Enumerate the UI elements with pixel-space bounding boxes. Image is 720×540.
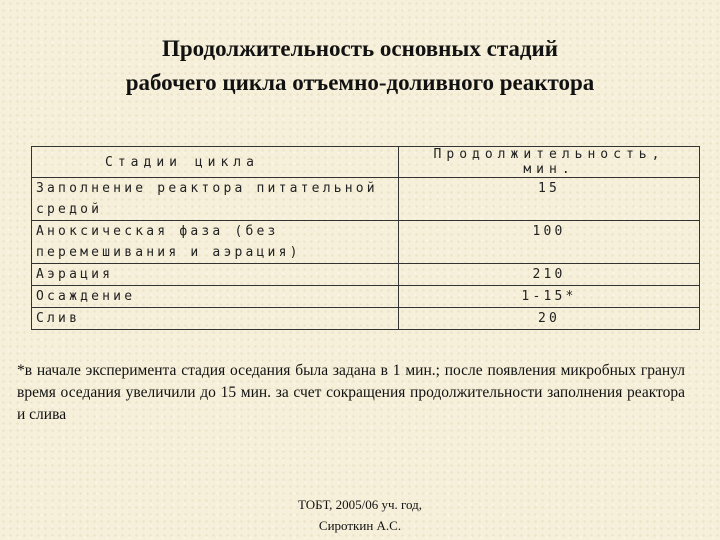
duration-cell: 100 <box>399 221 700 264</box>
header-stage: Стадии цикла <box>32 147 399 178</box>
header-duration: Продолжительность, мин. <box>399 147 700 178</box>
table-row <box>32 286 700 308</box>
stage-cell: Слив <box>32 308 399 330</box>
stage-cell: Осаждение <box>32 286 399 308</box>
table-row <box>32 264 700 286</box>
table-row <box>32 178 700 221</box>
slide-title <box>0 32 720 100</box>
stage-cell: Заполнение реактора питательной средой <box>32 178 399 221</box>
title-line-1: Продолжительность основных стадий <box>161 36 559 61</box>
stage-cell: Аноксическая фаза (без перемешивания и аэрация) <box>32 221 399 264</box>
stages-table <box>31 146 700 330</box>
table-row <box>32 308 700 330</box>
duration-cell: 210 <box>399 264 700 286</box>
table-row <box>32 221 700 264</box>
duration-cell: 15 <box>399 178 700 221</box>
table-header-row <box>32 147 700 178</box>
stage-cell: Аэрация <box>32 264 399 286</box>
footnote: *в начале эксперимента стадия оседания была задана в 1 мин.; после появления микробных гранул время оседания увеличили до 15 мин. за счет сокращения продолжительности заполнения реактора и слива <box>17 362 685 423</box>
footer-course: ТОБТ, 2005/06 уч. год, <box>298 497 422 512</box>
footer-author: Сироткин А.С. <box>318 518 402 533</box>
duration-cell: 1-15* <box>399 286 700 308</box>
duration-cell: 20 <box>399 308 700 330</box>
slide-footer <box>0 494 720 536</box>
title-line-2: рабочего цикла отъемно-доливного реактора <box>125 70 595 95</box>
